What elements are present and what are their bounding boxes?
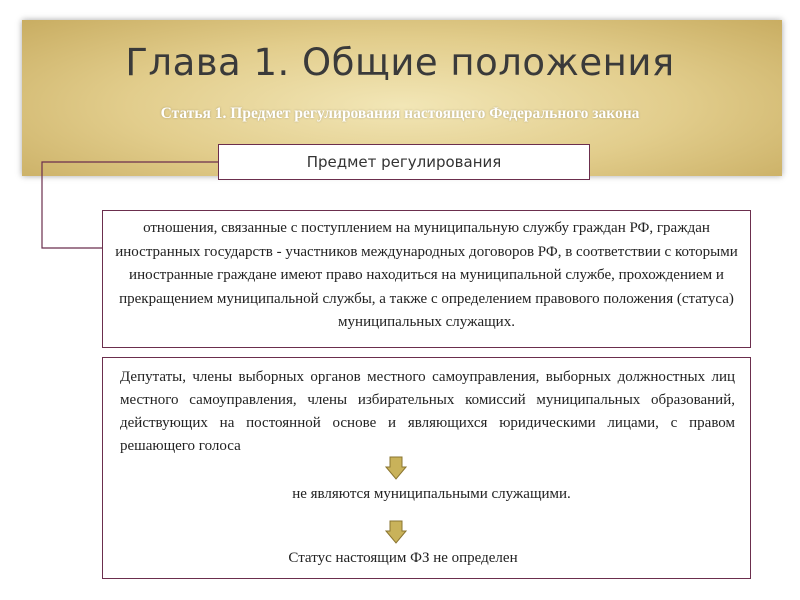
relations-box <box>102 210 751 348</box>
status-text: Статус настоящим ФЗ не определен <box>288 550 518 566</box>
down-arrow-icon <box>385 520 407 544</box>
subject-label: Предмет регулирования <box>306 153 502 171</box>
deputies-box <box>102 357 751 579</box>
subject-box <box>218 144 590 180</box>
relations-text: отношения, связанные с поступлением на муниципальную службу граждан РФ, граждан иностранных государств - участников международных договоров РФ, в соответствии с которыми иностранные граждане имеют право находиться на муниципальной службе, прохождением и прекращением муниципальной службы, а также с определением правового положения (статуса) муниципальных служащих. <box>115 220 738 330</box>
conclusion-text: не являются муниципальными служащими. <box>292 486 571 502</box>
page-title: Глава 1. Общие положения <box>125 41 675 84</box>
down-arrow-icon <box>385 456 407 480</box>
page-subtitle: Статья 1. Предмет регулирования настоящего Федерального закона <box>160 105 640 122</box>
deputies-text: Депутаты, члены выборных органов местного самоуправления, выборных должностных лиц местного самоуправления, члены избирательных комиссий муниципальных образований, действующих на постоянной основе и являющихся юридическими лицами, с правом решающего голоса <box>120 369 735 454</box>
